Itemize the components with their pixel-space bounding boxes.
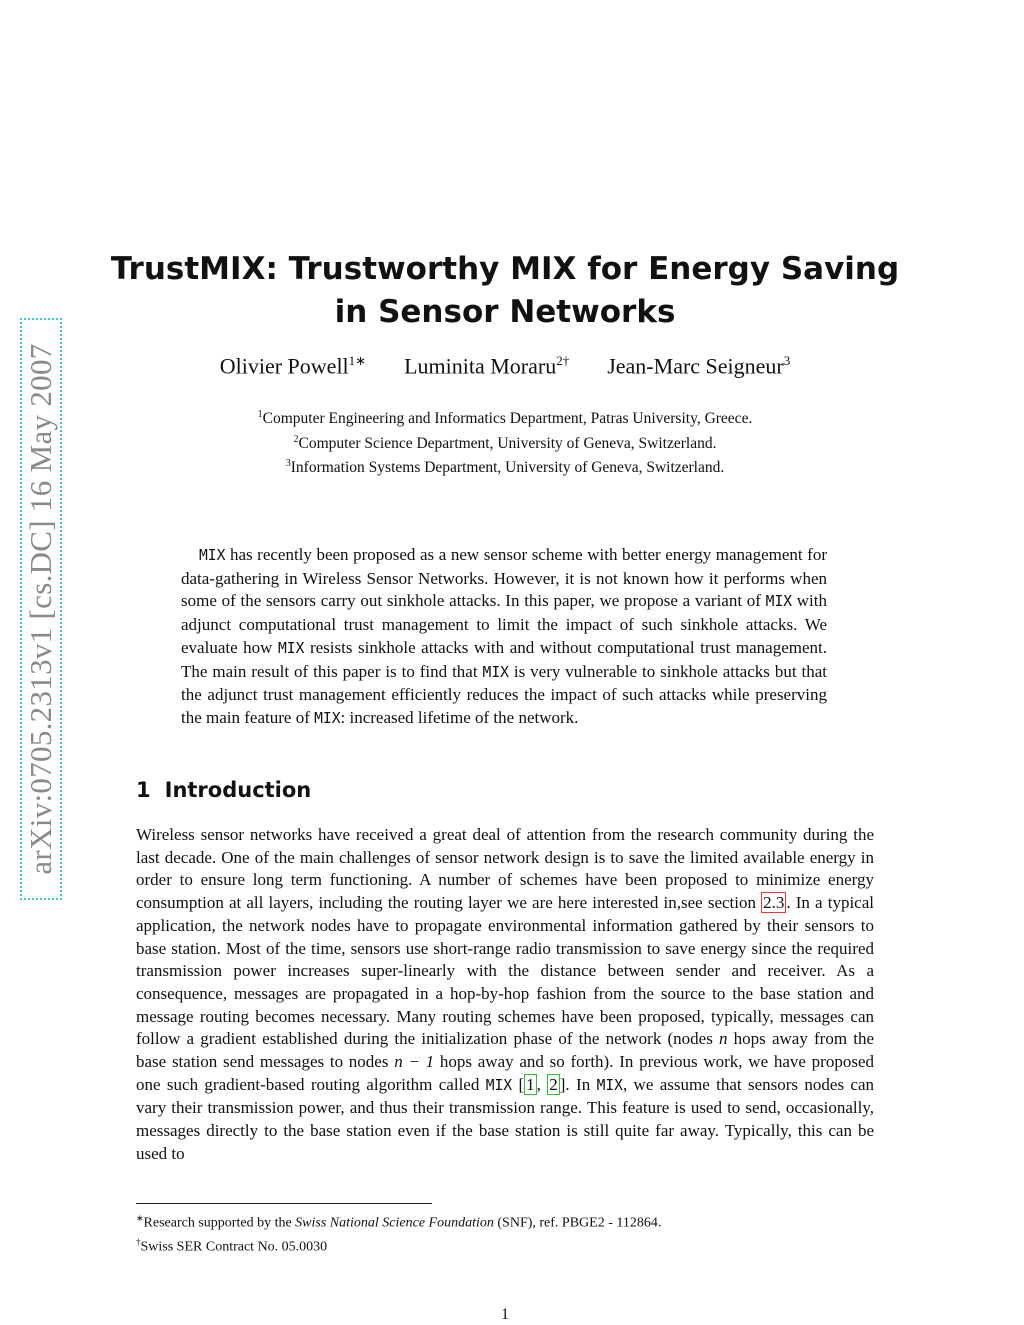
citation-link[interactable]: 1 <box>526 1074 535 1094</box>
page-number: 1 <box>501 1306 509 1323</box>
title-line-2: in Sensor Networks <box>334 294 676 330</box>
affiliation: $^2$Computer Science Department, University of Geneva, Switzerland. <box>293 433 717 452</box>
mix-term: MIX <box>485 1076 513 1094</box>
author: Olivier Powell$^{1∗}$ <box>219 353 367 379</box>
footnote-rule <box>136 1203 432 1204</box>
author: Luminita Moraru$^{2\dagger}$ <box>404 353 570 379</box>
mix-term: MIX <box>199 547 226 564</box>
introduction-paragraph: Wireless sensor networks have received a great deal of attention from the research community during the last decade. One of the main challenges of sensor network design is to save the limited available energy in order to ensure long term functioning. A number of schemes have been proposed to minimize energy consumption at all layers, including the routing layer we are here interested in,see section 2.3 . In a typical application, the network nodes have to propagate environmental information gathered by their sensors to base station. Most of the time, sensors use short-range radio transmission to save energy since the required transmission power increases super-linearly with the distance between sender and receiver. As a consequence, messages are propagated in a hop-by-hop fashion from the source to the base station and message routing becomes necessary. Many routing schemes have been proposed, typically, messages can follow a gradient established during the initialization phase of the network (nodes n hops away from the base station send messages to nodes n − 1 hops away and so forth). In previous work, we have proposed one such gradient-based routing algorithm called MIX [ 1 , 2 ]. In MIX, we assume that sensors nodes can vary their transmission power, and thus their transmission range. This feature is used to send, occasionally, messages directly to the base station even if the base station is still quite far away. Typically, this can be used to <box>136 825 875 1163</box>
section-heading <box>136 778 311 802</box>
mix-term: MIX <box>765 593 793 611</box>
author-list <box>100 353 910 379</box>
affiliations <box>100 405 910 479</box>
mix-term: MIX <box>596 1076 623 1094</box>
paper-title <box>100 248 910 334</box>
section-title: Introduction <box>164 778 312 802</box>
affiliation: $^3$Information Systems Department, University of Geneva, Switzerland. <box>285 458 725 477</box>
mix-term: MIX <box>278 639 305 657</box>
mix-term: MIX <box>482 663 509 681</box>
footnotes <box>136 1209 661 1256</box>
arxiv-stamp <box>20 318 62 900</box>
section-ref-link[interactable]: 2.3 <box>763 893 785 913</box>
arxiv-stamp-text: arXiv:0705.2313v1 [cs.DC] 16 May 2007 <box>23 343 58 875</box>
footnote: †Swiss SER Contract No. 05.0030 <box>136 1236 328 1255</box>
section-number: 1 <box>136 778 151 802</box>
affiliation: $^1$Computer Engineering and Informatics Department, Patras University, Greece. <box>257 409 753 428</box>
title-line-1: TrustMIX: Trustworthy MIX for Energy Saving <box>110 251 900 287</box>
citation-link[interactable]: 2 <box>549 1074 558 1094</box>
author: Jean-Marc Seigneur$^3$ <box>607 353 791 379</box>
mix-term: MIX <box>314 709 341 727</box>
footnote: ∗Research supported by the Swiss National Science Foundation (SNF), ref. PBGE2 - 112864. <box>136 1213 662 1231</box>
abstract: MIX has recently been proposed as a new sensor scheme with better energy management for data-gathering in Wireless Sensor Networks. However, it is not known how it performs when some of the sensors carry out sinkhole attacks. In this paper, we propose a variant of MIX with adjunct computational trust management to limit the impact of such sinkhole attacks. We evaluate how MIX resists sinkhole attacks with and without computational trust management. The main result of this paper is to find that MIX is very vulnerable to sinkhole attacks but that the adjunct trust management efficiently reduces the impact of such attacks while preserving the main feature of MIX: increased lifetime of the network. <box>181 545 827 727</box>
